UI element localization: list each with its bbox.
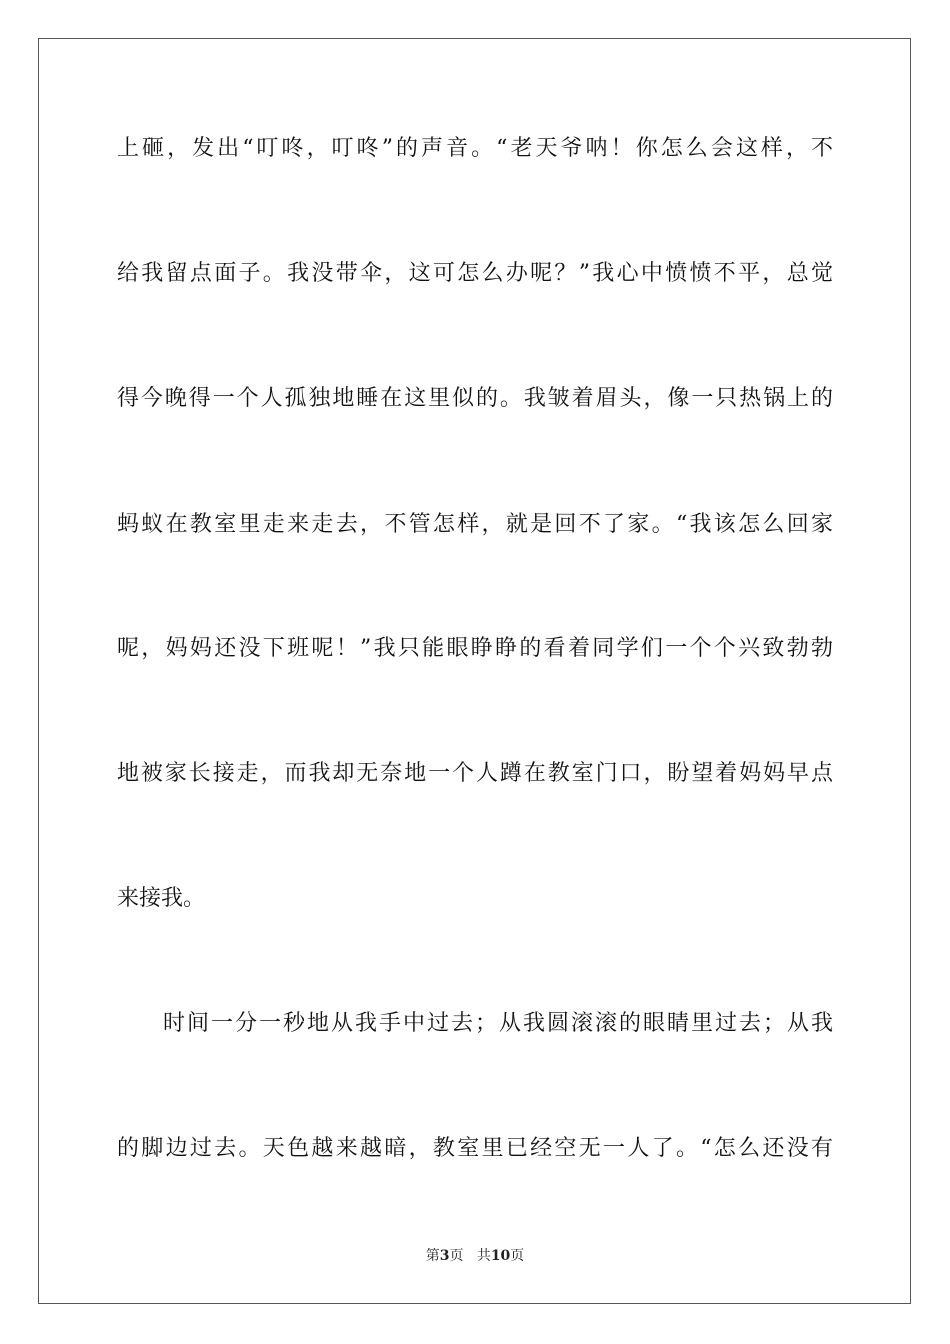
text-line-4: 蚂蚁在教室里走来走去，不管怎样，就是回不了家。“我该怎么回家 bbox=[117, 512, 833, 537]
page-footer bbox=[0, 1247, 950, 1265]
total-suffix: 页 bbox=[510, 1248, 525, 1264]
total-pages: 10 bbox=[490, 1248, 511, 1264]
total-prefix: 共 bbox=[476, 1248, 491, 1264]
text-line-8: 时间一分一秒地从我手中过去；从我圆滚滚的眼睛里过去；从我 bbox=[163, 1011, 833, 1036]
text-line-2: 给我留点面子。我没带伞，这可怎么办呢？”我心中愤愤不平，总觉 bbox=[117, 261, 833, 286]
page-suffix: 页 bbox=[449, 1248, 464, 1264]
page-number: 3 bbox=[439, 1248, 450, 1264]
page-border bbox=[38, 38, 911, 1304]
text-line-5: 呢，妈妈还没下班呢！”我只能眼睁睁的看着同学们一个个兴致勃勃 bbox=[117, 636, 833, 661]
text-line-7: 来接我。 bbox=[117, 886, 206, 911]
text-line-3: 得今晚得一个人孤独地睡在这里似的。我皱着眉头，像一只热锅上的 bbox=[117, 386, 833, 411]
text-line-6: 地被家长接走，而我却无奈地一个人蹲在教室门口，盼望着妈妈早点 bbox=[117, 761, 833, 786]
text-line-1: 上砸，发出“叮咚，叮咚”的声音。“老天爷呐！你怎么会这样，不 bbox=[117, 136, 833, 161]
text-line-9: 的脚边过去。天色越来越暗，教室里已经空无一人了。“怎么还没有 bbox=[117, 1136, 833, 1161]
page-prefix: 第 bbox=[425, 1248, 440, 1264]
